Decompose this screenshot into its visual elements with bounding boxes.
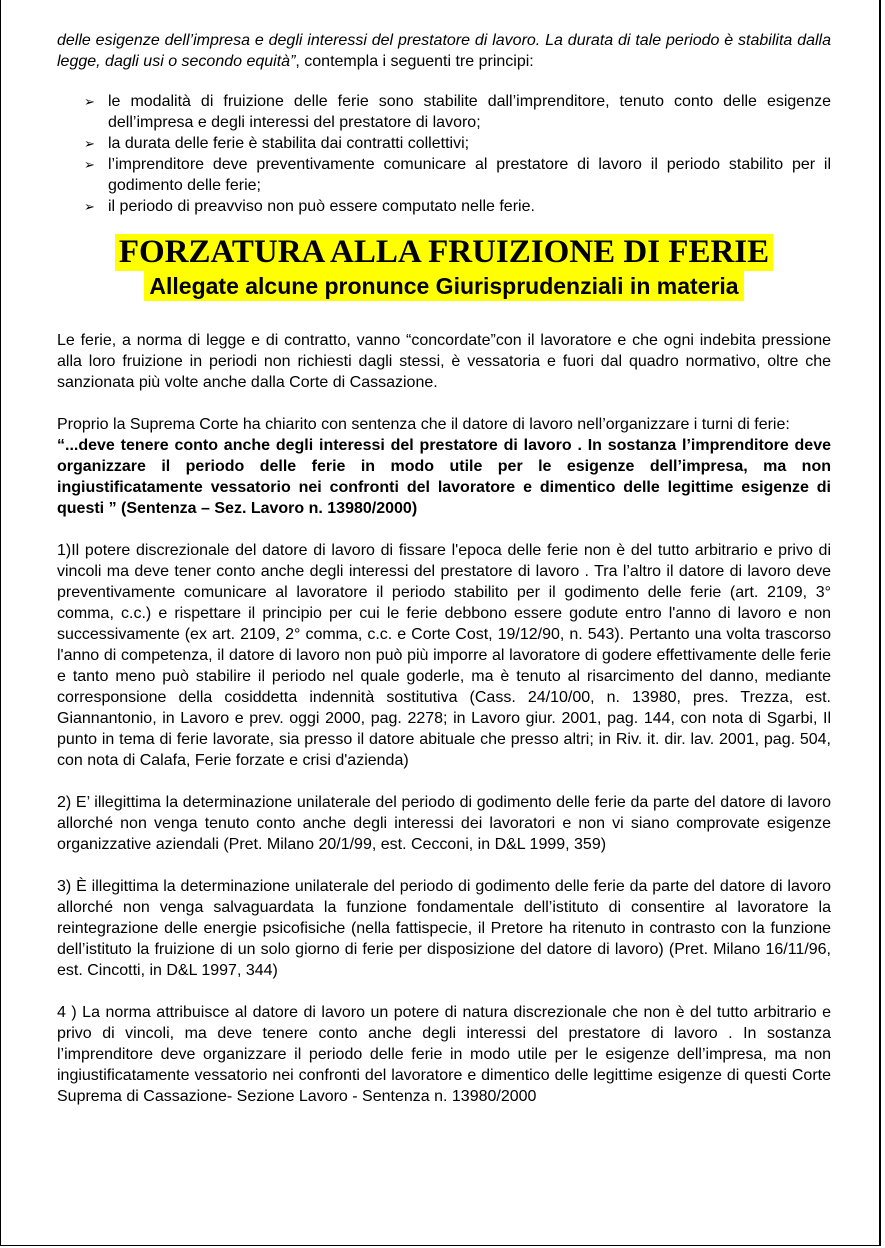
- arrow-bullet-icon: ➢: [84, 157, 95, 172]
- list-item-text: la durata delle ferie è stabilita dai contratti collettivi;: [108, 135, 470, 152]
- intro-paragraph: [57, 30, 831, 72]
- list-item: [57, 196, 831, 217]
- case-1: 1)Il potere discrezionale del datore di lavoro di fissare l'epoca delle ferie non è del tutto arbitrario e privo di vincoli ma deve tener conto anche degli interessi del prestatore di lavoro . Tra l’altro il datore di lavoro deve preventivamente comunicare al lavoratore il periodo stabilito per il godimento delle ferie (art. 2109, 3° comma, c.c.) e rispettare il principio per cui le ferie debbono essere godute entro l'anno di lavoro e non successivamente (ex art. 2109, 2° comma, c.c. e Corte Cost, 19/12/90, n. 543). Pertanto una volta trascorso l'anno di competenza, il datore di lavoro non può più imporre al lavoratore di godere effettivamente delle ferie e tanto meno può stabilire il periodo nel quale goderle, ma è tenuto al risarcimento del danno, mediante corresponsione della cosiddetta indennità sostitutiva (Cass. 24/10/00, n. 13980, pres. Trezza, est. Giannantonio, in Lavoro e prev. oggi 2000, pag. 2278; in Lavoro giur. 2001, pag. 144, con nota di Sgarbi, Il punto in tema di ferie lavorate, sia presso il datore abituale che presso altri; in Riv. it. dir. lav. 2001, pag. 504, con nota di Calafa, Ferie forzate e crisi d'azienda): [57, 542, 831, 769]
- page-subtitle: Allegate alcune pronunce Giurisprudenziali in materia: [144, 271, 743, 301]
- list-item-text: l’imprenditore deve preventivamente comunicare al prestatore di lavoro il periodo stabilito per il godimento delle ferie;: [108, 156, 831, 194]
- paragraph-concordate: Le ferie, a norma di legge e di contratto, vanno “concordate”con il lavoratore e che ogni indebita pressione alla loro fruizione in periodi non richiesti dagli stessi, è vessatoria e fuori dal quadro normativo, oltre che sanzionata più volte anche dalla Corte di Cassazione.: [57, 332, 831, 391]
- case-4: 4 ) La norma attribuisce al datore di lavoro un potere di natura discrezionale che non è del tutto arbitrario e privo di vincoli, ma deve tenere conto anche degli interessi del prestatore di lavoro . In sostanza l’imprenditore deve organizzare il periodo delle ferie in modo utile per le esigenze dell’impresa, ma non ingiustificatamente vessatorio nei confronti del lavoratore e dimentico delle legittime esigenze di questi Corte Suprema di Cassazione- Sezione Lavoro - Sentenza n. 13980/2000: [57, 1004, 831, 1105]
- heading-block: [57, 234, 831, 301]
- quote-sentenza: “...deve tenere conto anche degli interessi del prestatore di lavoro . In sostanza l’imprenditore deve organizzare il periodo delle ferie in modo utile per le esigenze dell’impresa, ma non ingiustificatamente vessatorio nei confronti del lavoratore e dimentico delle legittime esigenze di questi ” (Sentenza – Sez. Lavoro n. 13980/2000): [57, 437, 831, 517]
- principles-list: [57, 91, 831, 217]
- list-item: [57, 154, 831, 196]
- list-item: [57, 91, 831, 133]
- list-item-text: il periodo di preavviso non può essere computato nelle ferie.: [108, 198, 535, 215]
- case-2: 2) E’ illegittima la determinazione unilaterale del periodo di godimento delle ferie da parte del datore di lavoro allorché non venga tenuto conto anche degli interessi dei lavoratori e non vi siano comprovate esigenze organizzative aziendali (Pret. Milano 20/1/99, est. Cecconi, in D&L 1999, 359): [57, 794, 831, 853]
- arrow-bullet-icon: ➢: [84, 199, 95, 214]
- page-title: FORZATURA ALLA FRUIZIONE DI FERIE: [115, 234, 773, 271]
- intro-tail-text: , contempla i seguenti tre principi:: [295, 53, 534, 70]
- document-content: [57, 30, 831, 1107]
- case-3: 3) È illegittima la determinazione unilaterale del periodo di godimento delle ferie da parte del datore di lavoro allorché non venga salvaguardata la funzione fondamentale dell’istituto di consentire al lavoratore la reintegrazione delle energie psicofisiche (nella fattispecie, il Pretore ha ritenuto in contrasto con la funzione dell’istituto la fruizione di un solo giorno di ferie per disposizione del datore di lavoro) (Pret. Milano 16/11/96, est. Cincotti, in D&L 1997, 344): [57, 878, 831, 979]
- paragraph-suprema-corte: Proprio la Suprema Corte ha chiarito con sentenza che il datore di lavoro nell’organizzare i turni di ferie:: [57, 416, 790, 433]
- intro-italic-text: delle esigenze dell’impresa e degli interessi del prestatore di lavoro. La durata di tale periodo è stabilita dalla legge, dagli usi o secondo equità”: [57, 32, 831, 70]
- list-item: [57, 133, 831, 154]
- list-item-text: le modalità di fruizione delle ferie sono stabilite dall’imprenditore, tenuto conto delle esigenze dell’impresa e degli interessi del prestatore di lavoro;: [108, 93, 831, 131]
- arrow-bullet-icon: ➢: [84, 94, 95, 109]
- arrow-bullet-icon: ➢: [84, 136, 95, 151]
